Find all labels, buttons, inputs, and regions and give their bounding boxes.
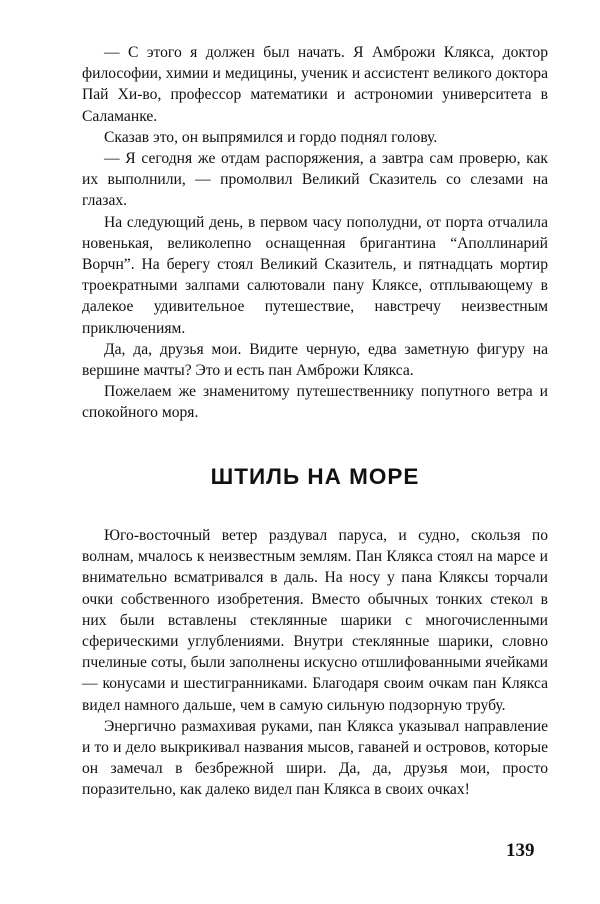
section-2-text <box>82 525 548 801</box>
book-page <box>82 42 548 799</box>
paragraph: — Я сегодня же отдам распоряжения, а завтра сам проверю, как их выполнили, — промолвил Великий Сказитель со слезами на глазах. <box>82 150 548 210</box>
paragraph: — С этого я должен был начать. Я Амброжи Клякса, доктор философии, химии и медицины, ученик и ассистент великого доктора Пай Хи-во, профессор математики и астрономии университета в Саламанке. <box>82 44 548 125</box>
paragraph: Энергично размахивая руками, пан Клякса указывал направление и то и дело выкрикивал названия мысов, гаваней и островов, которые он замечал в безбрежной шири. Да, да, друзья мои, просто поразительно, как далеко видел пан Клякса в своих очках! <box>82 717 548 799</box>
paragraph: Пожелаем же знаменитому путешественнику попутного ветра и спокойного моря. <box>82 383 548 422</box>
chapter-title: ШТИЛЬ НА МОРЕ <box>210 464 420 489</box>
paragraph: На следующий день, в первом часу пополудни, от порта отчалила новенькая, великолепно оснащенная бригантина “Аполлинарий Ворчн”. На берегу стоял Великий Сказитель, и пятнадцать мортир троекратными залпами салютовали пану Кляксе, отплывающему в далекое удивительное путешествие, навстречу неизвестным приключениям. <box>82 213 548 337</box>
paragraph: Сказав это, он выпрямился и гордо поднял голову. <box>104 128 438 146</box>
section-1-text <box>82 42 548 424</box>
paragraph: Да, да, друзья мои. Видите черную, едва заметную фигуру на вершине мачты? Это и есть пан Амброжи Клякса. <box>82 340 548 380</box>
page-number: 139 <box>506 840 535 861</box>
paragraph: Юго-восточный ветер раздувал паруса, и судно, скользя по волнам, мчалось к неизвестным землям. Пан Клякса стоял на марсе и внимательно всматривался в даль. На носу у пана Кляксы торчали очки собственного изобретения. Вместо обычных тонких стекол в них были вставлены стеклянные шарики с многочисленными сферическими углублениями. Внутри стеклянные шарики, словно пчелиные соты, были заполнены искусно отшлифованными ячейками — конусами и шестигранниками. Благодаря своим очкам пан Клякса видел намного дальше, чем в самую сильную подзорную трубу. <box>82 527 548 714</box>
